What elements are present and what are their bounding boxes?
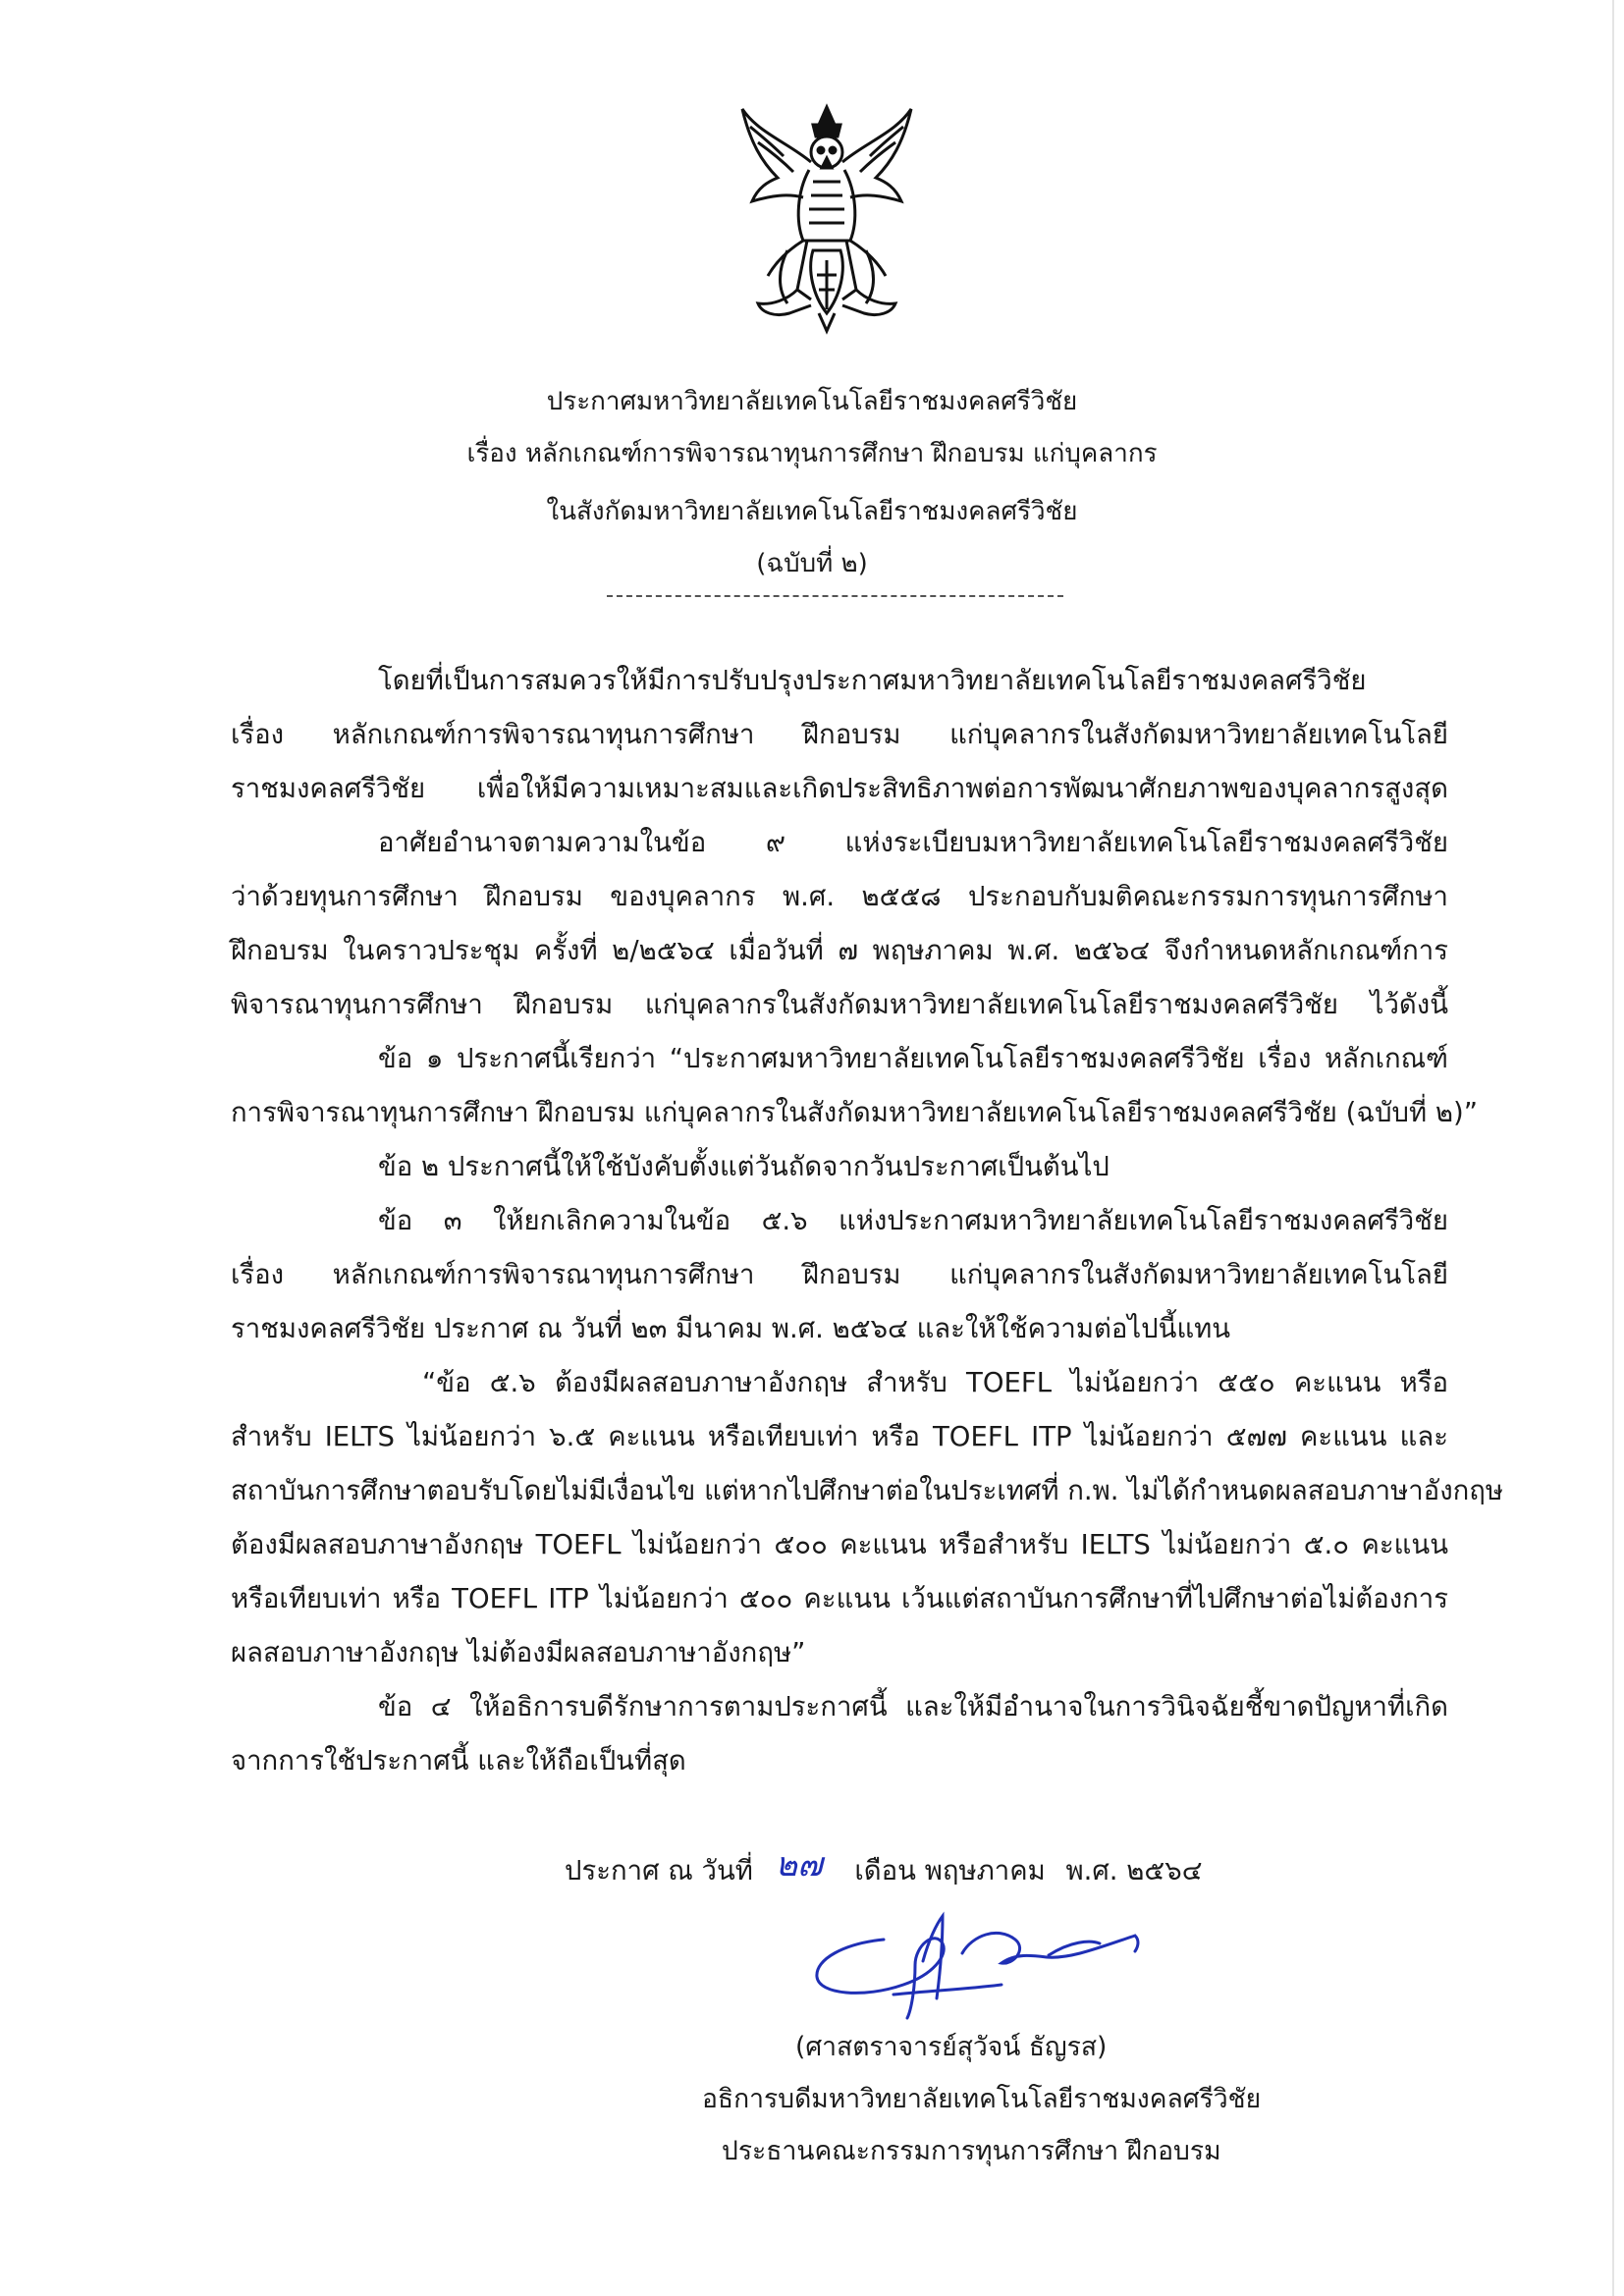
paragraph-line: หรือเทียบเท่า หรือ TOEFL ITP ไม่น้อยกว่า ๕๐๐ คะแนน เว้นแต่สถาบันการศึกษาที่ไปศึกษาต่อไม่ต้องการ: [231, 1583, 1448, 1614]
paragraph-line: ราชมงคลศรีวิชัย ประกาศ ณ วันที่ ๒๓ มีนาคม พ.ศ. ๒๕๖๔ และให้ใช้ความต่อไปนี้แทน: [231, 1313, 1231, 1344]
handwritten-signature: [805, 1900, 1159, 2023]
announcement-title: ประกาศมหาวิทยาลัยเทคโนโลยีราชมงคลศรีวิชัย: [546, 387, 1078, 416]
month-label: เดือน: [854, 1855, 916, 1886]
paragraph-line: สถาบันการศึกษาตอบรับโดยไม่มีเงื่อนไข แต่หากไปศึกษาต่อในประเทศที่ ก.พ. ไม่ได้กำหนดผลสอบภาษาอังกฤษ: [231, 1475, 1504, 1506]
paragraph-line: ข้อ ๔ ให้อธิการบดีรักษาการตามประกาศนี้ และให้มีอำนาจในการวินิจฉัยชี้ขาดปัญหาที่เกิด: [378, 1691, 1448, 1722]
paragraph-line: ข้อ ๒ ประกาศนี้ให้ใช้บังคับตั้งแต่วันถัดจากวันประกาศเป็นต้นไป: [378, 1151, 1110, 1182]
separator-line: [607, 595, 1063, 597]
signatory-position: อธิการบดีมหาวิทยาลัยเทคโนโลยีราชมงคลศรีวิชัย: [702, 2084, 1262, 2114]
subject-line-2: ในสังกัดมหาวิทยาลัยเทคโนโลยีราชมงคลศรีวิชัย: [546, 497, 1078, 526]
date-prefix: ประกาศ ณ วันที่: [565, 1855, 753, 1886]
paragraph-line: ต้องมีผลสอบภาษาอังกฤษ TOEFL ไม่น้อยกว่า ๕๐๐ คะแนน หรือสำหรับ IELTS ไม่น้อยกว่า ๕.๐ คะแนน: [231, 1529, 1448, 1560]
handwritten-day: ๒๗: [775, 1845, 823, 1885]
edition-number: (ฉบับที่ ๒): [756, 549, 868, 578]
year-value: พ.ศ. ๒๕๖๔: [1065, 1855, 1203, 1886]
garuda-emblem-icon: [729, 103, 925, 339]
month-value: พฤษภาคม: [924, 1855, 1046, 1886]
paragraph-line: ราชมงคลศรีวิชัย เพื่อให้มีความเหมาะสมและเกิดประสิทธิภาพต่อการพัฒนาศักยภาพของบุคลากรสูงสุด: [231, 773, 1448, 804]
paragraph-line: โดยที่เป็นการสมควรให้มีการปรับปรุงประกาศมหาวิทยาลัยเทคโนโลยีราชมงคลศรีวิชัย: [378, 665, 1367, 696]
paragraph-line: เรื่อง หลักเกณฑ์การพิจารณาทุนการศึกษา ฝึกอบรม แก่บุคลากรในสังกัดมหาวิทยาลัยเทคโนโลยี: [231, 719, 1448, 750]
page-edge: [1612, 0, 1614, 2296]
paragraph-line: ฝึกอบรม ในคราวประชุม ครั้งที่ ๒/๒๕๖๔ เมื่อวันที่ ๗ พฤษภาคม พ.ศ. ๒๕๖๔ จึงกำหนดหลักเกณฑ์การ: [231, 935, 1448, 966]
signatory-committee-position: ประธานคณะกรรมการทุนการศึกษา ฝึกอบรม: [722, 2136, 1221, 2166]
paragraph-line: ข้อ ๓ ให้ยกเลิกความในข้อ ๕.๖ แห่งประกาศมหาวิทยาลัยเทคโนโลยีราชมงคลศรีวิชัย: [378, 1205, 1448, 1236]
paragraph-line: ข้อ ๑ ประกาศนี้เรียกว่า “ประกาศมหาวิทยาลัยเทคโนโลยีราชมงคลศรีวิชัย เรื่อง หลักเกณฑ์: [378, 1043, 1448, 1074]
subject-line: เรื่อง หลักเกณฑ์การพิจารณาทุนการศึกษา ฝึกอบรม แก่บุคลากร: [466, 439, 1158, 468]
paragraph-line: ว่าด้วยทุนการศึกษา ฝึกอบรม ของบุคลากร พ.ศ. ๒๕๕๘ ประกอบกับมติคณะกรรมการทุนการศึกษา: [231, 881, 1448, 912]
paragraph-line: อาศัยอำนาจตามความในข้อ ๙ แห่งระเบียบมหาวิทยาลัยเทคโนโลยีราชมงคลศรีวิชัย: [378, 827, 1448, 858]
paragraph-line: สำหรับ IELTS ไม่น้อยกว่า ๖.๕ คะแนน หรือเทียบเท่า หรือ TOEFL ITP ไม่น้อยกว่า ๕๗๗ คะแนน และ: [231, 1421, 1448, 1452]
signatory-name: (ศาสตราจารย์สุวัจน์ ธัญรส): [795, 2032, 1108, 2062]
paragraph-line: เรื่อง หลักเกณฑ์การพิจารณาทุนการศึกษา ฝึกอบรม แก่บุคลากรในสังกัดมหาวิทยาลัยเทคโนโลยี: [231, 1259, 1448, 1290]
paragraph-line: “ข้อ ๕.๖ ต้องมีผลสอบภาษาอังกฤษ สำหรับ TOEFL ไม่น้อยกว่า ๕๕๐ คะแนน หรือ: [422, 1367, 1448, 1398]
paragraph-line: การพิจารณาทุนการศึกษา ฝึกอบรม แก่บุคลากรในสังกัดมหาวิทยาลัยเทคโนโลยีราชมงคลศรีวิชัย (ฉบับที่ ๒)”: [231, 1097, 1478, 1128]
announcement-date: [565, 1841, 1203, 1894]
paragraph-line: พิจารณาทุนการศึกษา ฝึกอบรม แก่บุคลากรในสังกัดมหาวิทยาลัยเทคโนโลยีราชมงคลศรีวิชัย ไว้ดังนี้: [231, 989, 1448, 1020]
paragraph-line: จากการใช้ประกาศนี้ และให้ถือเป็นที่สุด: [231, 1745, 686, 1777]
paragraph-line: ผลสอบภาษาอังกฤษ ไม่ต้องมีผลสอบภาษาอังกฤษ”: [231, 1637, 806, 1668]
